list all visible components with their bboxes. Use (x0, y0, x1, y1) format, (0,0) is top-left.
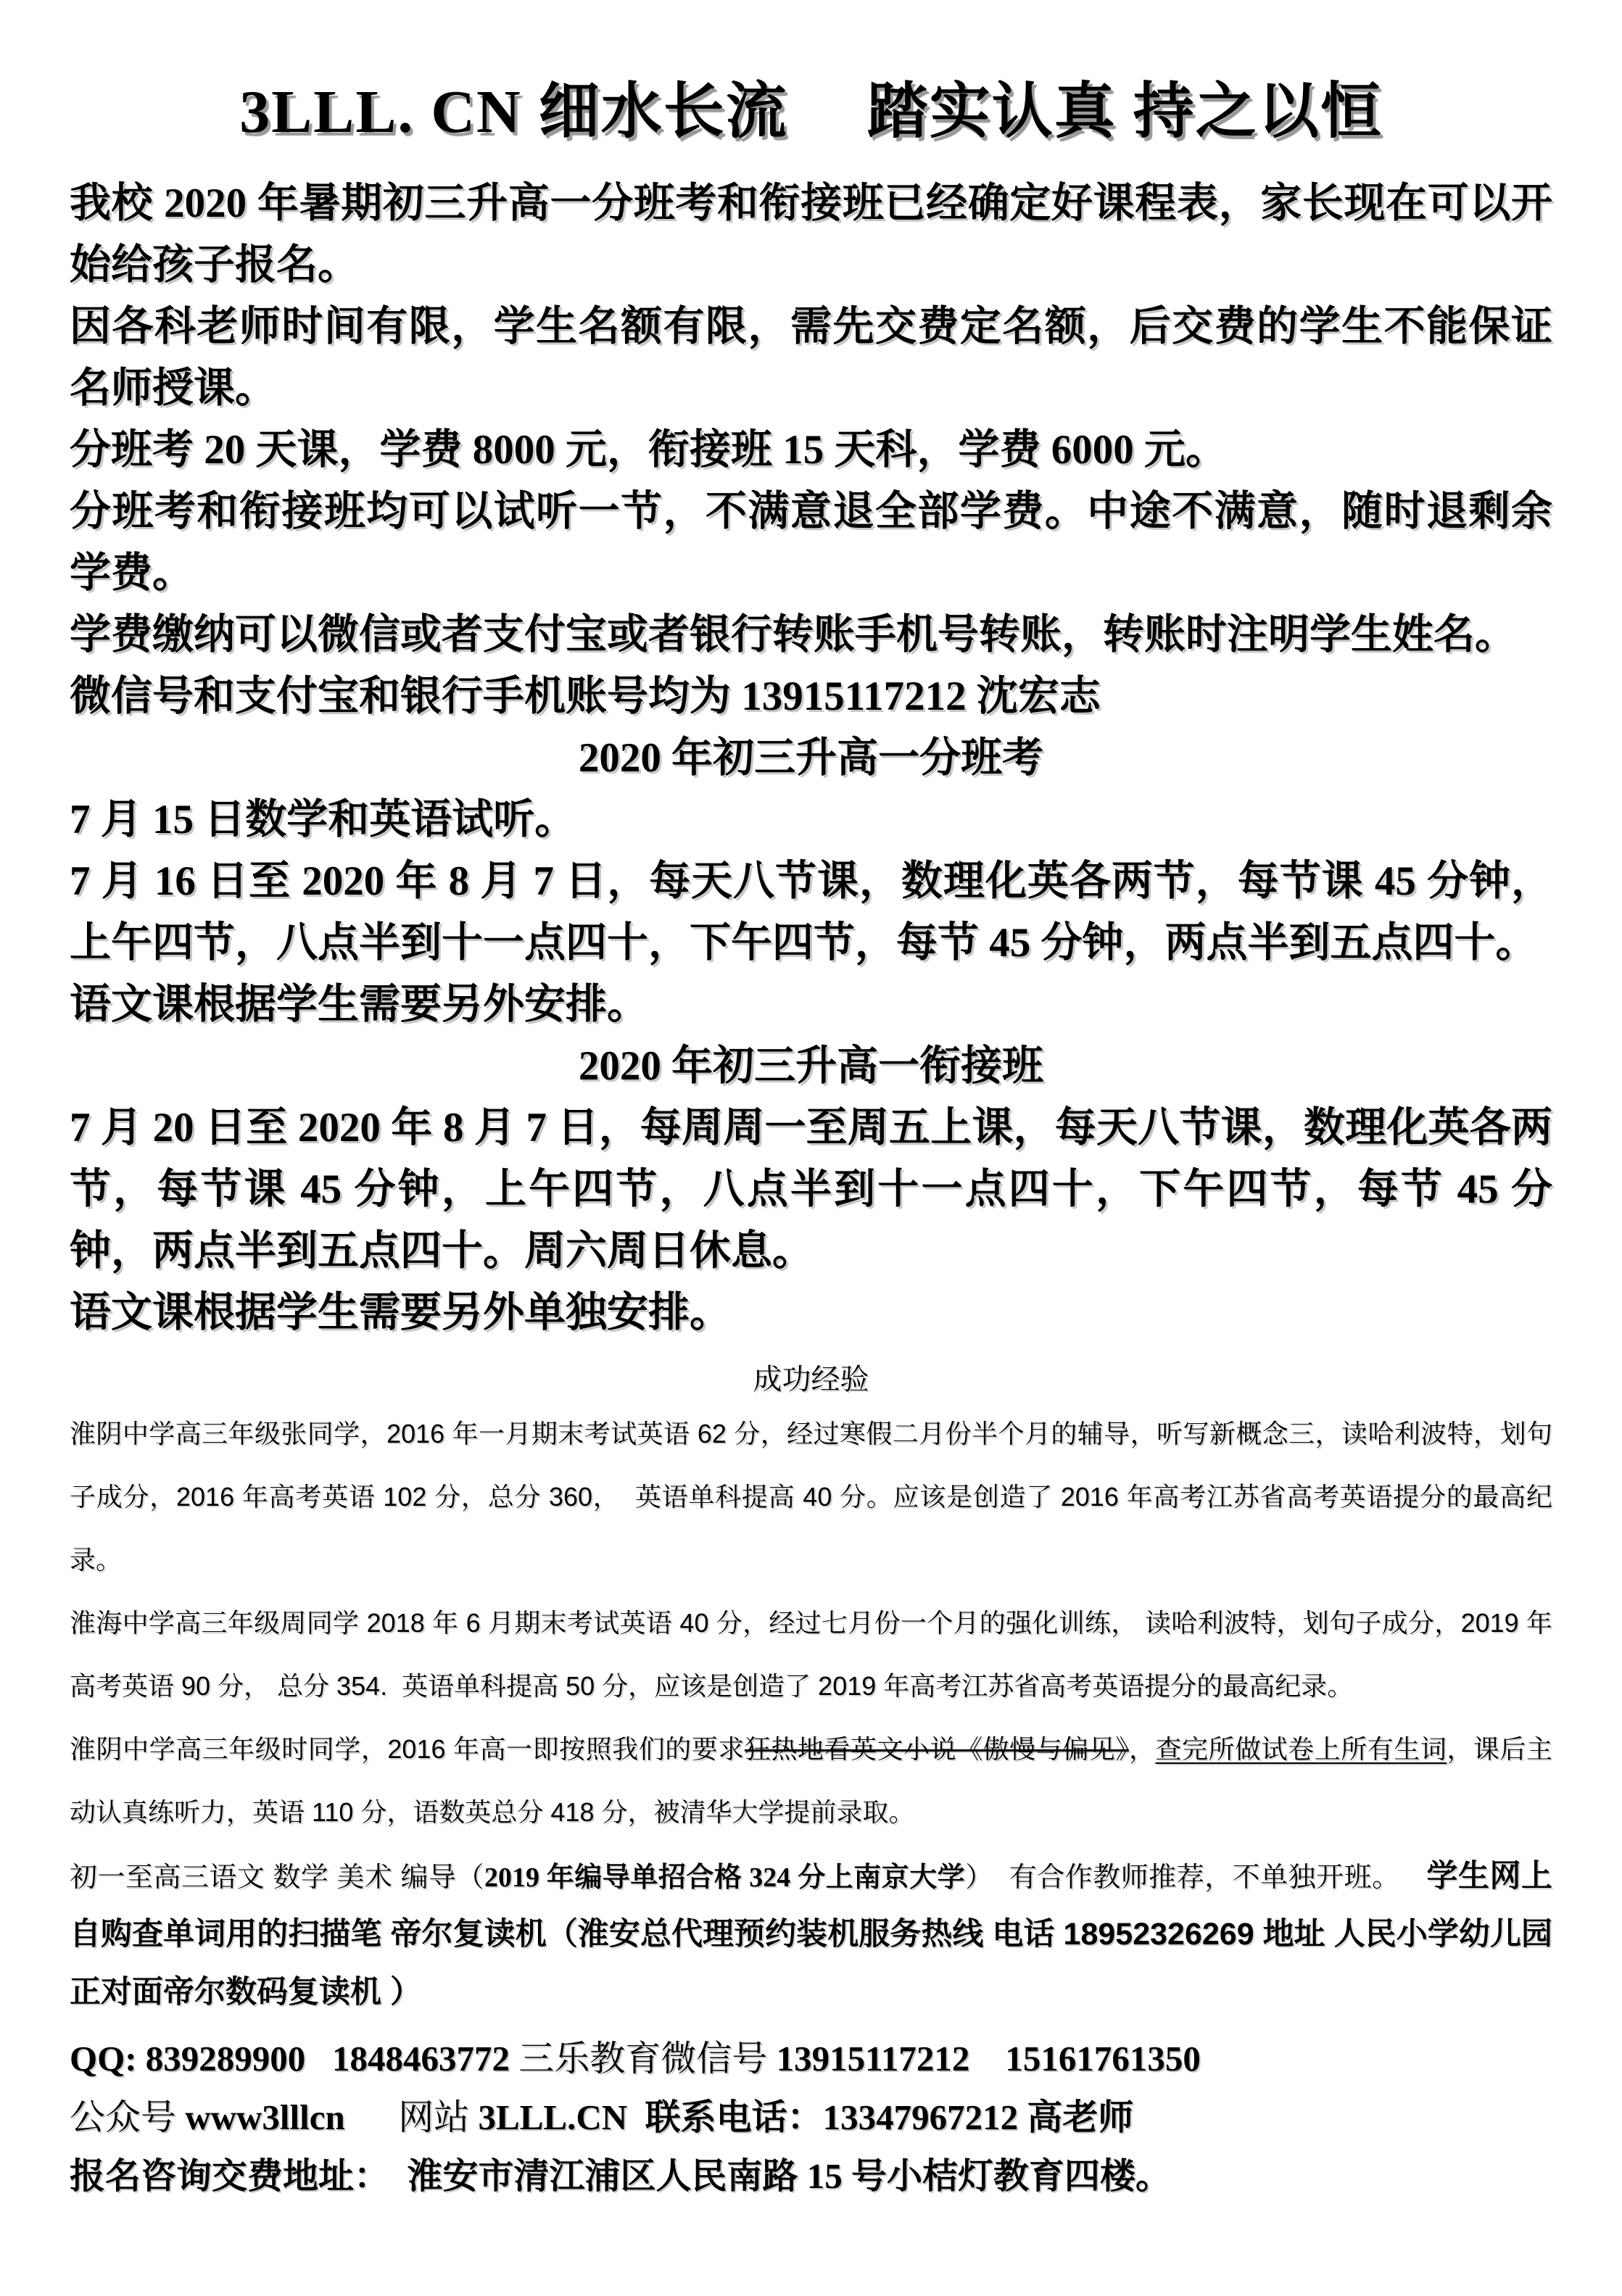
courses-cooperation-note: ） 有合作教师推荐，不单独开班。 (965, 1862, 1386, 1893)
contact-section (70, 2029, 1552, 2205)
paragraph-payment-methods: 学费缴纳可以微信或者支付宝或者银行转账手机号转账，转账时注明学生姓名。 (70, 612, 1516, 658)
contact-address-line: 报名咨询交费地址： 淮安市清江浦区人民南路 15 号小桔灯教育四楼。 (70, 2156, 1172, 2196)
contact-channels-line (70, 2088, 1552, 2147)
paragraph-tuition: 分班考 20 天课，学费 8000 元，衔接班 15 天科，学费 6000 元。 (70, 427, 1227, 473)
wechat-label: 三乐教育微信号 (518, 2039, 768, 2079)
story-shi-comma: ， (1128, 1734, 1156, 1764)
official-account-value: www3lllcn (185, 2097, 345, 2137)
paragraph-bridge-chinese-note: 语文课根据学生需要另外单独安排。 (70, 1290, 731, 1335)
qq-numbers: QQ: 839289900 1848463772 (70, 2039, 519, 2079)
page-title: 3LLL. CN 细水长流 踏实认真 持之以恒 (239, 78, 1383, 146)
official-account-label: 公众号 (70, 2097, 186, 2137)
success-story-zhou: 淮海中学高三年级周同学 2018 年 6 月期末考试英语 40 分，经过七月份一个月的强化训练， 读哈利波特，划句子成分，2019 年高考英语 90 分， 总分 354. 英语单科提高 50 分，应该是创造了 2019 年高考江苏省高考英语提分的最高纪录。 (70, 1608, 1552, 1701)
story-shi-strikethrough-text: 狂热地看英文小说《傲慢与偏见》 (744, 1734, 1129, 1764)
paragraph-quota: 因各科老师时间有限，学生名额有限，需先交费定名额，后交费的学生不能保证名师授课。 (70, 304, 1552, 411)
website-value: 3LLL.CN (478, 2097, 628, 2137)
story-shi-underlined-text: 查完所做试卷上所有生词 (1155, 1734, 1447, 1764)
phone-contact: 联系电话：13347967212 高老师 (627, 2097, 1134, 2137)
courses-and-devices-line (70, 1848, 1552, 2022)
device-purchase-info: 学生网上自购查单词用的扫描笔 帝尔复读机（淮安总代理预约装机服务热线 电话 18952326269 地址 人民小学幼儿园正对面帝尔数码复读机 ） (70, 1859, 1552, 2010)
paragraph-payment-account: 微信号和支付宝和银行手机账号均为 13915117212 沈宏志 (70, 674, 1101, 719)
paragraph-bridge-schedule: 7 月 20 日至 2020 年 8 月 7 日，每周周一至周五上课，每天八节课，数理化英各两节，每节课 45 分钟，上午四节，八点半到十一点四十，下午四节，每节 45 分钟，两点半到五点四十。周六周日休息。 (70, 1105, 1552, 1274)
success-stories-heading: 成功经验 (753, 1364, 869, 1396)
paragraph-placement-schedule: 7 月 16 日至 2020 年 8 月 7 日，每天八节课，数理化英各两节，每节课 45 分钟，上午四节，八点半到十一点四十，下午四节，每节 45 分钟，两点半到五点四十。 (70, 858, 1552, 966)
success-stories (70, 1402, 1552, 1844)
wechat-numbers: 13915117212 15161761350 (767, 2039, 1201, 2079)
courses-award-note: 2019 年编导单招合格 324 分上南京大学 (484, 1862, 966, 1893)
paragraph-trial-date: 7 月 15 日数学和英语试听。 (70, 797, 576, 842)
paragraph-placement-chinese-note: 语文课根据学生需要另外安排。 (70, 982, 648, 1027)
courses-subjects: 初一至高三语文 数学 美术 编导（ (70, 1862, 484, 1893)
contact-qq-line (70, 2029, 1552, 2088)
story-shi-ending: ，课后主动认真练听力，英语 110 分，语数英总分 418 分，被清华大学提前录取。 (70, 1734, 1552, 1827)
success-story-shi (70, 1717, 1552, 1844)
heading-placement-exam: 2020 年初三升高一分班考 (578, 735, 1044, 781)
success-story-zhang: 淮阴中学高三年级张同学，2016 年一月期末考试英语 62 分，经过寒假二月份半个月的辅导，听写新概念三，读哈利波特，划句子成分，2016 年高考英语 102 分，总分 360， 英语单科提高 40 分。应该是创造了 2016 年高考江苏省高考英语提分的最高纪录。 (70, 1419, 1552, 1575)
website-label: 网站 (344, 2097, 479, 2137)
paragraph-refund-policy: 分班考和衔接班均可以试听一节，不满意退全部学费。中途不满意，随时退剩余学费。 (70, 489, 1552, 596)
notice-body (70, 173, 1552, 1343)
paragraph-enrollment: 我校 2020 年暑期初三升高一分班考和衔接班已经确定好课程表，家长现在可以开始给孩子报名。 (70, 181, 1552, 288)
heading-bridge-class: 2020 年初三升高一衔接班 (578, 1043, 1044, 1089)
story-shi-intro: 淮阴中学高三年级时同学，2016 年高一即按照我们的要求 (70, 1734, 745, 1764)
